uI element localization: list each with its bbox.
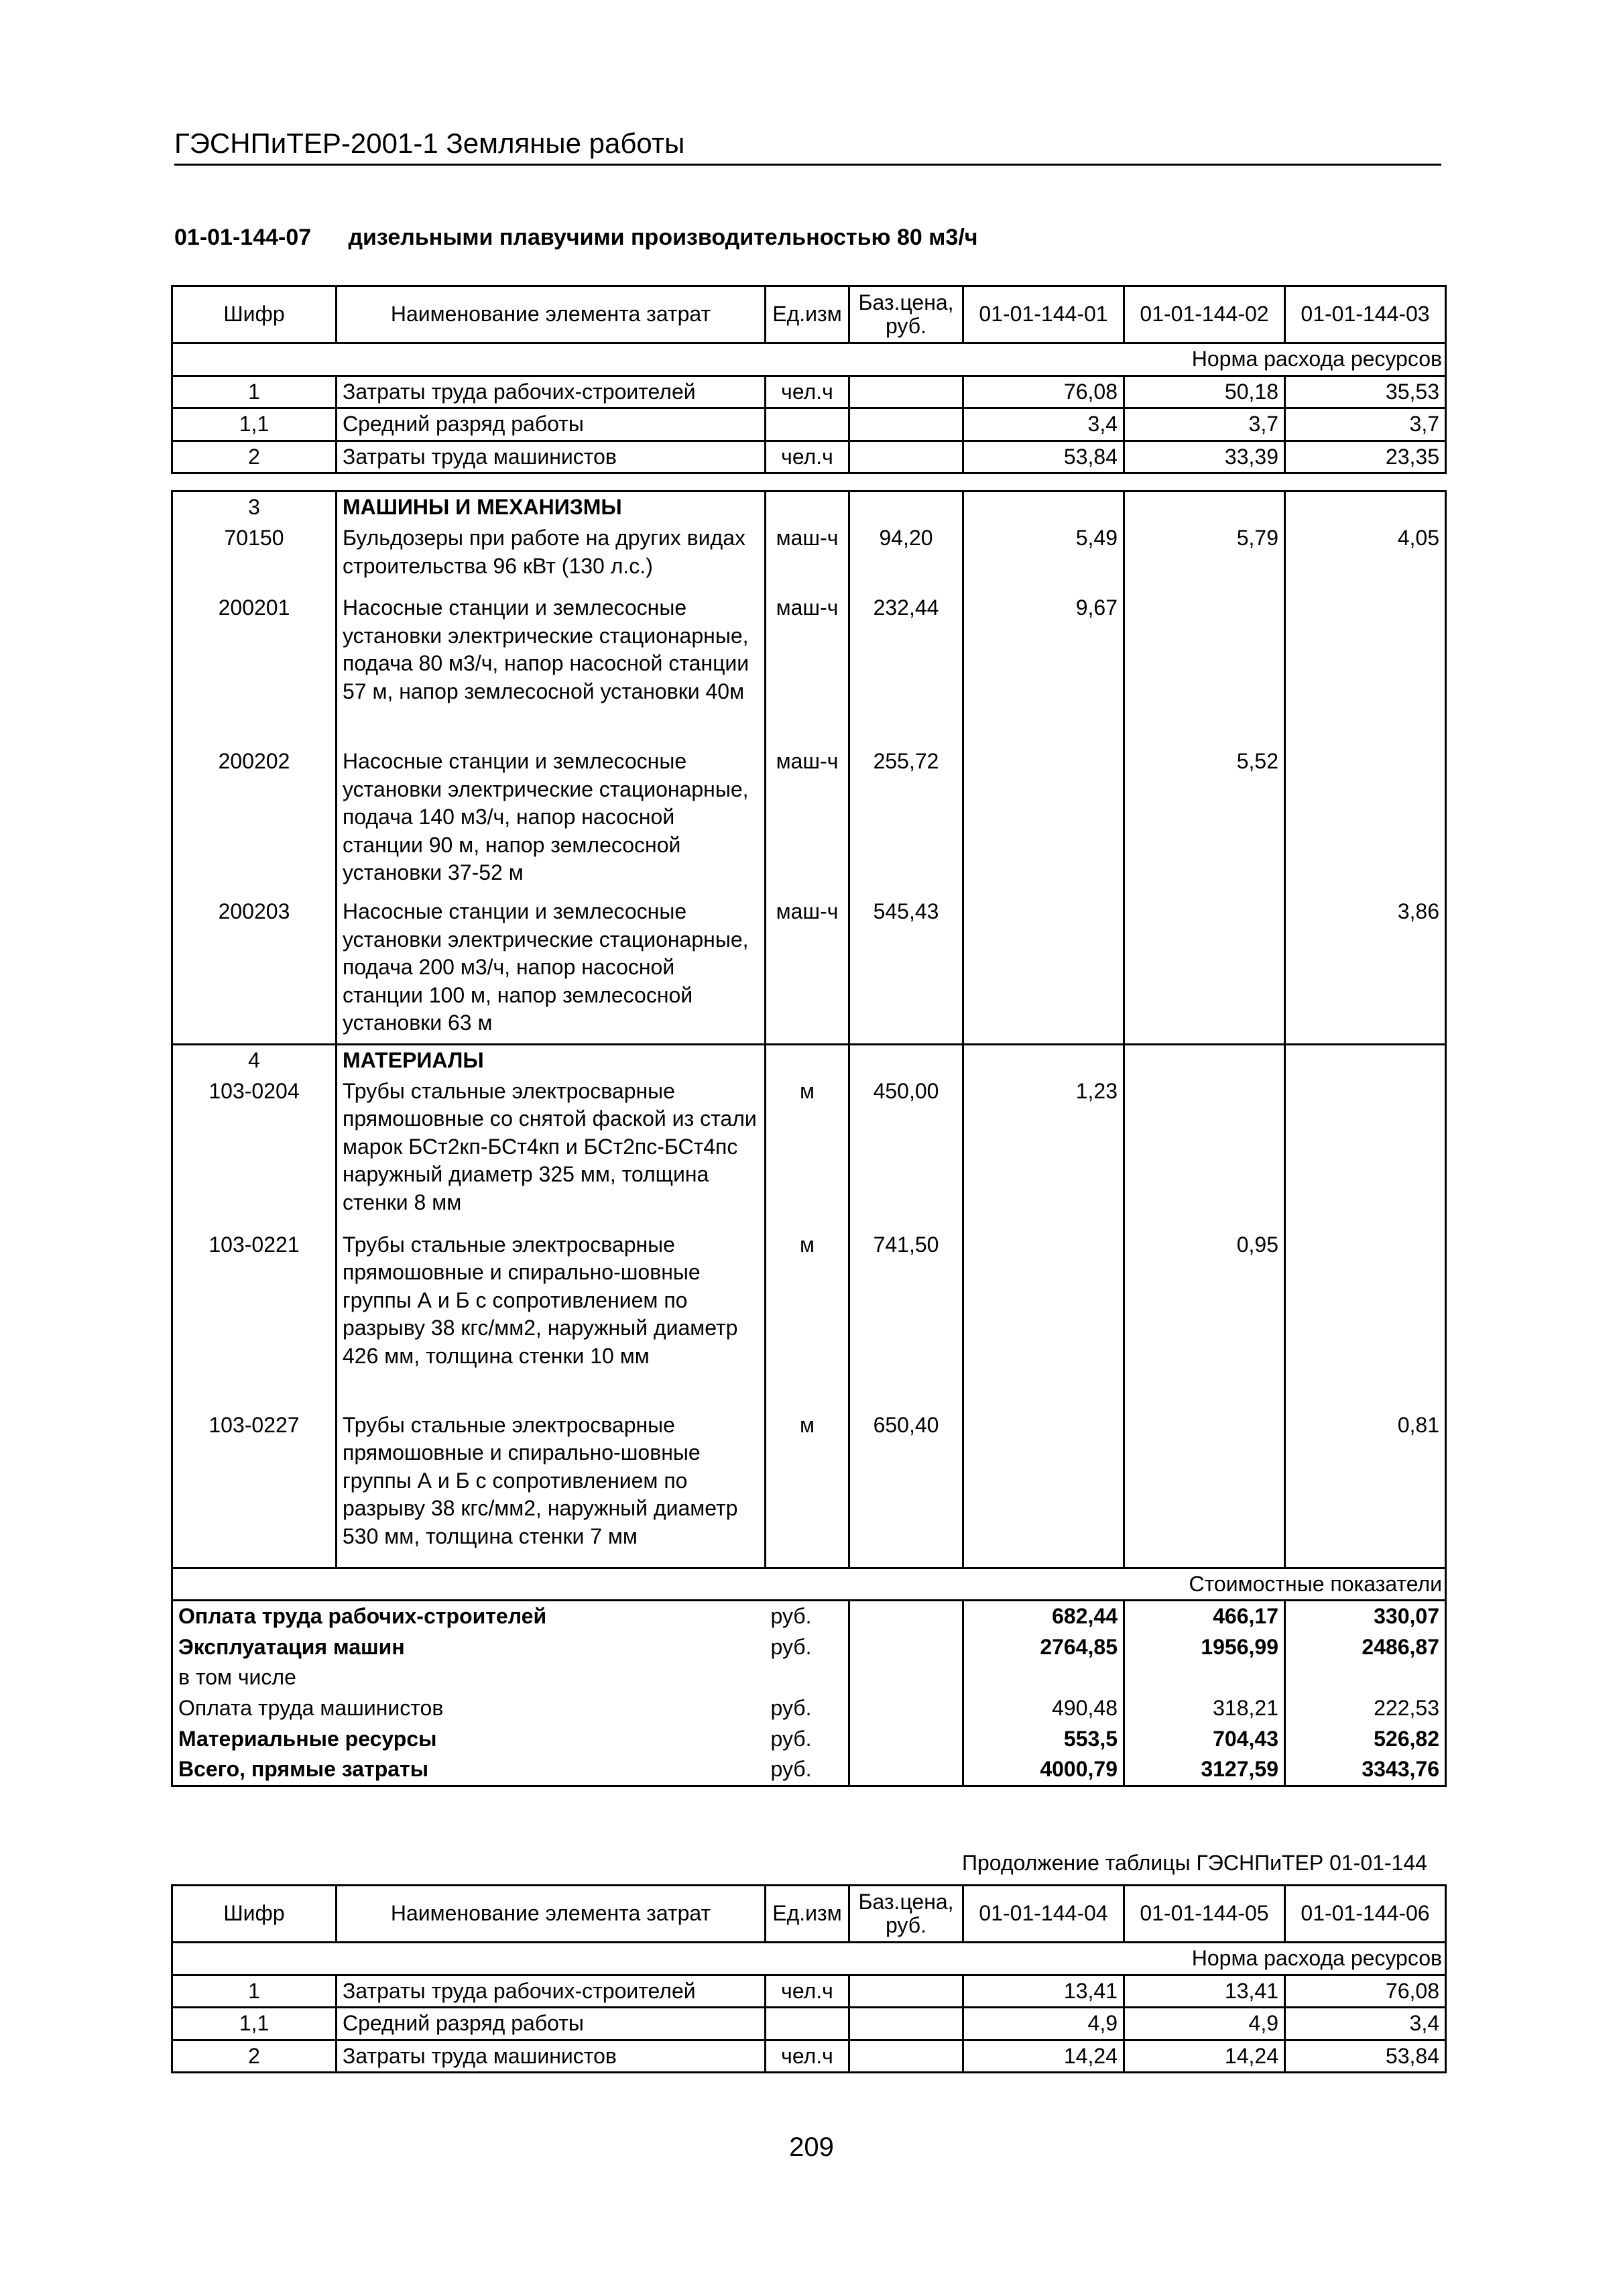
row-code: 1 [172, 1975, 337, 2008]
cost-price [849, 1754, 963, 1786]
cost-value-3 [1285, 1662, 1446, 1693]
row-unit: м [766, 1076, 849, 1230]
cost-price [849, 1693, 963, 1724]
row-code: 200201 [172, 593, 337, 746]
row-unit: м [766, 1230, 849, 1410]
row-code: 1,1 [172, 408, 337, 441]
cost-value-1: 2764,85 [963, 1632, 1124, 1663]
row-price: 545,43 [849, 897, 963, 1045]
row-unit: чел.ч [766, 441, 849, 473]
table-header-row [172, 1886, 1446, 1943]
row-name: Затраты труда машинистов [337, 441, 766, 473]
row-code: 103-0204 [172, 1076, 337, 1230]
row-value-3: 23,35 [1285, 441, 1446, 473]
row-value-3: 3,4 [1285, 2008, 1446, 2041]
row-code: 2 [172, 441, 337, 473]
col-header-price: Баз.цена, руб. [849, 286, 963, 343]
cost-value-2: 466,17 [1124, 1601, 1285, 1632]
table-row [172, 523, 1446, 593]
table-row [172, 2040, 1446, 2073]
cost-name: в том числе [172, 1662, 766, 1693]
row-value-3 [1285, 593, 1446, 746]
row-value-3: 0,81 [1285, 1410, 1446, 1568]
row-name: Насосные станции и землесосные установки электрические стационарные, подача 140 м3/ч, напор насосной станции 90 м, напор землесосной установки 37-52 м [337, 746, 766, 897]
cost-name: Эксплуатация машин [172, 1632, 766, 1663]
running-head: ГЭСНПиТЕР-2001-1 Земляные работы [174, 127, 1441, 166]
row-value-2 [1124, 1076, 1285, 1230]
table-row [172, 408, 1446, 441]
cost-value-3: 526,82 [1285, 1724, 1446, 1755]
resource-table-1 [171, 285, 1447, 1787]
row-value-1 [963, 897, 1124, 1045]
page-number: 209 [789, 2132, 834, 2162]
cost-name: Оплата труда рабочих-строителей [172, 1601, 766, 1632]
col-header-code-1: 01-01-144-01 [963, 286, 1124, 343]
row-name: Трубы стальные электросварные прямошовные со снятой фаской из стали марок БСт2кп-БСт4кп и БСт2пс-БСт4пс наружный диаметр 325 мм, толщина стенки 8 мм [337, 1076, 766, 1230]
row-code: 1 [172, 376, 337, 408]
row-price: 94,20 [849, 523, 963, 593]
row-value-2: 33,39 [1124, 441, 1285, 473]
row-value-2: 14,24 [1124, 2040, 1285, 2073]
row-value-1 [963, 1230, 1124, 1410]
row-value-1: 53,84 [963, 441, 1124, 473]
table-row [172, 1230, 1446, 1410]
row-value-2: 5,52 [1124, 746, 1285, 897]
cost-value-1 [963, 1662, 1124, 1693]
row-value-2: 0,95 [1124, 1230, 1285, 1410]
row-value-3: 53,84 [1285, 2040, 1446, 2073]
row-price [849, 2008, 963, 2041]
table-row [172, 1076, 1446, 1230]
row-code: 200203 [172, 897, 337, 1045]
row-value-1 [963, 746, 1124, 897]
col-header-name: Наименование элемента затрат [337, 1886, 766, 1943]
cost-row [172, 1693, 1446, 1724]
cost-value-2: 3127,59 [1124, 1754, 1285, 1786]
col-header-code-5: 01-01-144-05 [1124, 1886, 1285, 1943]
col-header-code: Шифр [172, 286, 337, 343]
cost-value-3: 330,07 [1285, 1601, 1446, 1632]
cost-value-1: 490,48 [963, 1693, 1124, 1724]
row-unit: чел.ч [766, 2040, 849, 2073]
cost-row [172, 1724, 1446, 1755]
row-name: Затраты труда машинистов [337, 2040, 766, 2073]
norm-label: Норма расхода ресурсов [172, 343, 1446, 376]
row-value-2: 4,9 [1124, 2008, 1285, 2041]
cost-unit: руб. [766, 1724, 849, 1755]
table-row [172, 441, 1446, 473]
cost-unit: руб. [766, 1754, 849, 1786]
row-value-3 [1285, 1076, 1446, 1230]
row-value-1: 13,41 [963, 1975, 1124, 2008]
row-unit: маш-ч [766, 523, 849, 593]
col-header-code-3: 01-01-144-03 [1285, 286, 1446, 343]
row-unit: чел.ч [766, 376, 849, 408]
row-code: 70150 [172, 523, 337, 593]
row-name: Затраты труда рабочих-строителей [337, 376, 766, 408]
cost-unit: руб. [766, 1693, 849, 1724]
row-value-1: 3,4 [963, 408, 1124, 441]
norm-label: Норма расхода ресурсов [172, 1943, 1446, 1975]
cost-value-2: 318,21 [1124, 1693, 1285, 1724]
row-price: 450,00 [849, 1076, 963, 1230]
continuation-caption: Продолжение таблицы ГЭСНПиТЕР 01-01-144 [962, 1851, 1427, 1875]
table-row [172, 1410, 1446, 1568]
cost-price [849, 1662, 963, 1693]
section-title: МАШИНЫ И МЕХАНИЗМЫ [337, 492, 766, 523]
row-unit [766, 408, 849, 441]
cost-value-2: 1956,99 [1124, 1632, 1285, 1663]
row-unit: чел.ч [766, 1975, 849, 2008]
row-value-3: 3,86 [1285, 897, 1446, 1045]
cost-value-1: 4000,79 [963, 1754, 1124, 1786]
cost-price [849, 1724, 963, 1755]
row-value-2 [1124, 593, 1285, 746]
row-value-1: 4,9 [963, 2008, 1124, 2041]
row-name: Бульдозеры при работе на других видах строительства 96 кВт (130 л.с.) [337, 523, 766, 593]
cost-value-1: 682,44 [963, 1601, 1124, 1632]
row-value-1: 76,08 [963, 376, 1124, 408]
row-code: 1,1 [172, 2008, 337, 2041]
row-name: Насосные станции и землесосные установки электрические стационарные, подача 80 м3/ч, напор насосной станции 57 м, напор землесосной установки 40м [337, 593, 766, 746]
cost-row [172, 1632, 1446, 1663]
row-value-3: 3,7 [1285, 408, 1446, 441]
row-value-1: 14,24 [963, 2040, 1124, 2073]
row-value-3 [1285, 1230, 1446, 1410]
section-code: 4 [172, 1044, 337, 1076]
cost-value-3: 3343,76 [1285, 1754, 1446, 1786]
cost-row [172, 1754, 1446, 1786]
row-value-2: 50,18 [1124, 376, 1285, 408]
cost-unit [766, 1662, 849, 1693]
cost-value-2 [1124, 1662, 1285, 1693]
row-price [849, 441, 963, 473]
subitem-line [174, 225, 978, 251]
cost-unit: руб. [766, 1601, 849, 1632]
row-value-2 [1124, 1410, 1285, 1568]
row-value-1: 1,23 [963, 1076, 1124, 1230]
table-row [172, 376, 1446, 408]
section-code: 3 [172, 492, 337, 523]
row-price [849, 408, 963, 441]
cost-value-2: 704,43 [1124, 1724, 1285, 1755]
cost-name: Материальные ресурсы [172, 1724, 766, 1755]
section-row-machines [172, 492, 1446, 523]
row-name: Средний разряд работы [337, 408, 766, 441]
row-price: 650,40 [849, 1410, 963, 1568]
subitem-code: 01-01-144-07 [174, 225, 312, 250]
row-code: 103-0227 [172, 1410, 337, 1568]
row-unit: м [766, 1410, 849, 1568]
col-header-price: Баз.цена, руб. [849, 1886, 963, 1943]
row-price: 741,50 [849, 1230, 963, 1410]
row-value-1: 5,49 [963, 523, 1124, 593]
row-name: Трубы стальные электросварные прямошовные и спирально-шовные группы А и Б с сопротивлением по разрыву 38 кгс/мм2, наружный диаметр 530 мм, толщина стенки 7 мм [337, 1410, 766, 1568]
row-price [849, 2040, 963, 2073]
row-price [849, 376, 963, 408]
table-row [172, 593, 1446, 746]
table-row [172, 746, 1446, 897]
col-header-unit: Ед.изм [766, 286, 849, 343]
cost-label: Стоимостные показатели [172, 1568, 1446, 1601]
row-price [849, 1975, 963, 2008]
row-price: 255,72 [849, 746, 963, 897]
row-value-2: 5,79 [1124, 523, 1285, 593]
section-row-materials [172, 1044, 1446, 1076]
col-header-name: Наименование элемента затрат [337, 286, 766, 343]
row-name: Средний разряд работы [337, 2008, 766, 2041]
subitem-description: дизельными плавучими производительностью 80 м3/ч [348, 225, 978, 250]
table-header-row [172, 286, 1446, 343]
col-header-code-6: 01-01-144-06 [1285, 1886, 1446, 1943]
table-row [172, 2008, 1446, 2041]
row-value-1: 9,67 [963, 593, 1124, 746]
col-header-code-2: 01-01-144-02 [1124, 286, 1285, 343]
row-value-3 [1285, 746, 1446, 897]
cost-price [849, 1632, 963, 1663]
row-value-3: 76,08 [1285, 1975, 1446, 2008]
row-code: 200202 [172, 746, 337, 897]
row-unit: маш-ч [766, 897, 849, 1045]
row-value-3: 35,53 [1285, 376, 1446, 408]
row-price: 232,44 [849, 593, 963, 746]
cost-name: Всего, прямые затраты [172, 1754, 766, 1786]
row-name: Трубы стальные электросварные прямошовные и спирально-шовные группы А и Б с сопротивлением по разрыву 38 кгс/мм2, наружный диаметр 426 мм, толщина стенки 10 мм [337, 1230, 766, 1410]
row-code: 2 [172, 2040, 337, 2073]
row-value-2: 13,41 [1124, 1975, 1285, 2008]
cost-value-1: 553,5 [963, 1724, 1124, 1755]
cost-unit: руб. [766, 1632, 849, 1663]
col-header-code: Шифр [172, 1886, 337, 1943]
row-name: Насосные станции и землесосные установки электрические стационарные, подача 200 м3/ч, напор насосной станции 100 м, напор землесосной установки 63 м [337, 897, 766, 1045]
row-unit: маш-ч [766, 746, 849, 897]
cost-row [172, 1601, 1446, 1632]
col-header-unit: Ед.изм [766, 1886, 849, 1943]
cost-value-3: 222,53 [1285, 1693, 1446, 1724]
col-header-code-4: 01-01-144-04 [963, 1886, 1124, 1943]
row-value-2 [1124, 897, 1285, 1045]
cost-name: Оплата труда машинистов [172, 1693, 766, 1724]
row-unit [766, 2008, 849, 2041]
cost-row [172, 1662, 1446, 1693]
row-value-3: 4,05 [1285, 523, 1446, 593]
resource-table-2 [171, 1884, 1447, 2073]
row-value-2: 3,7 [1124, 408, 1285, 441]
row-name: Затраты труда рабочих-строителей [337, 1975, 766, 2008]
row-code: 103-0221 [172, 1230, 337, 1410]
table-row [172, 1975, 1446, 2008]
table-row [172, 897, 1446, 1045]
section-title: МАТЕРИАЛЫ [337, 1044, 766, 1076]
cost-price [849, 1601, 963, 1632]
row-unit: маш-ч [766, 593, 849, 746]
row-value-1 [963, 1410, 1124, 1568]
cost-value-3: 2486,87 [1285, 1632, 1446, 1663]
